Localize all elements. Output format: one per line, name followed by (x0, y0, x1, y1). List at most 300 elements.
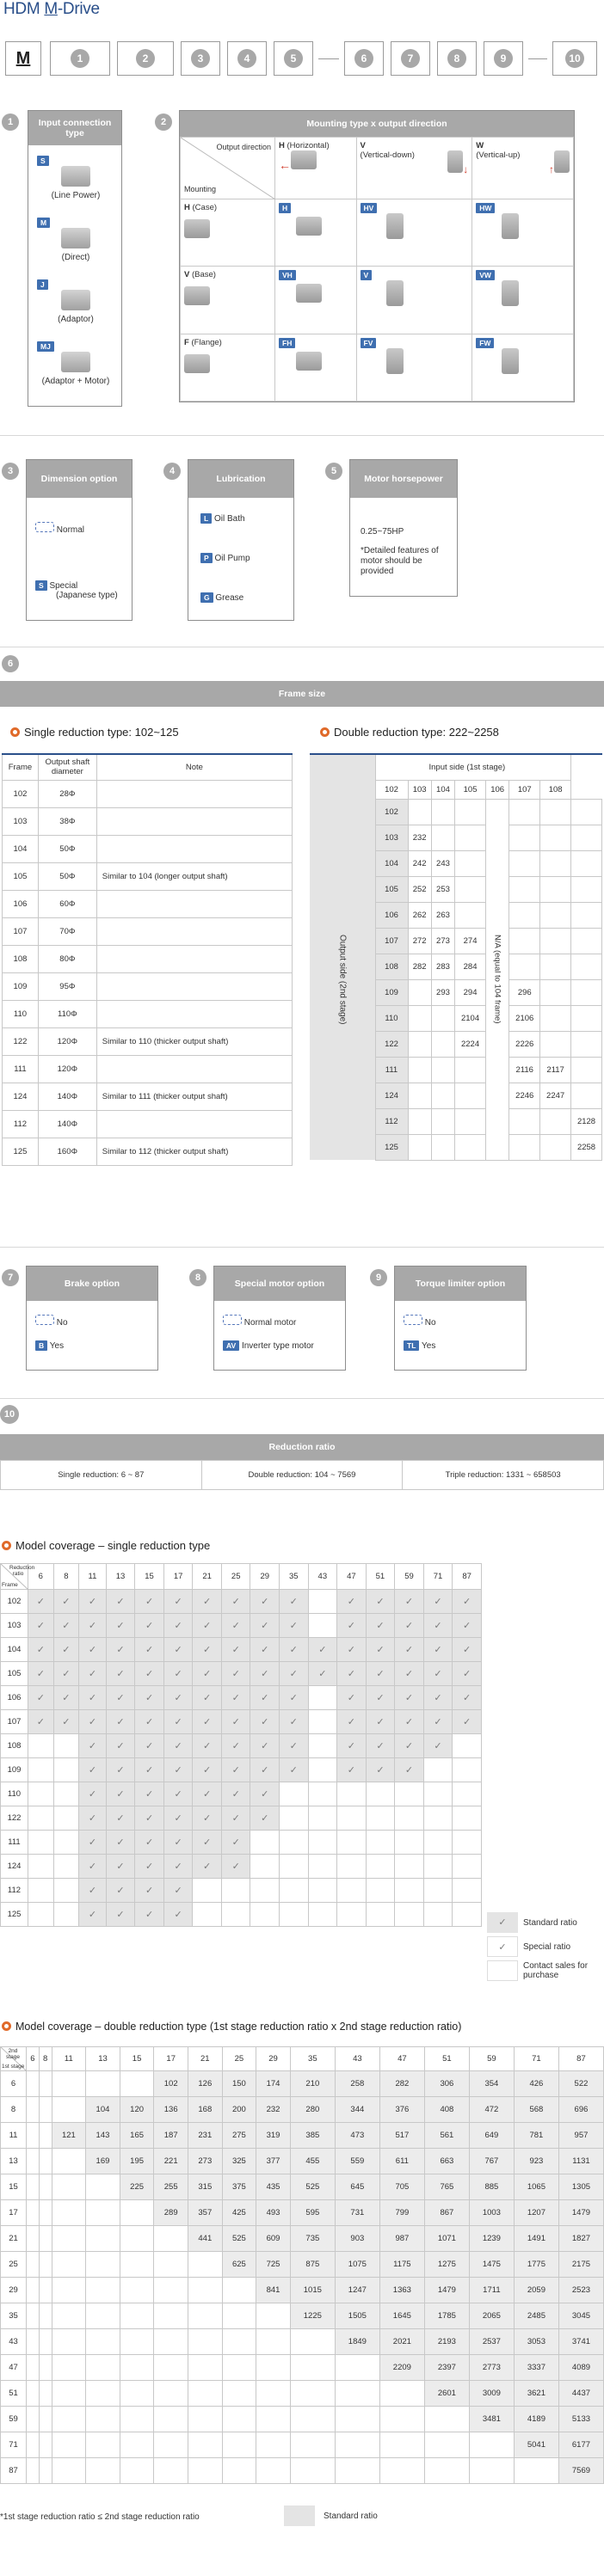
double-table-row: 110 2104 2106 (310, 1005, 602, 1031)
check-icon: ✓ (62, 1693, 71, 1703)
motor-hp-box: Motor horsepower 0.25~75HP *Detailed features of motor should be provided (349, 459, 458, 597)
double-col-header: 105 (455, 780, 486, 799)
model-code-strip (5, 41, 599, 77)
single-table-row: 104 50Φ (3, 835, 293, 862)
check-icon: ✓ (88, 1789, 97, 1800)
single-table-row: 124 140Φ Similar to 111 (thicker output shaft) (3, 1083, 293, 1110)
vertical-up-gear-icon (554, 150, 570, 173)
footnote-legend: Standard ratio (284, 2505, 378, 2526)
case-mount-icon (184, 219, 210, 238)
double-table-row: 125 2258 (310, 1134, 602, 1160)
check-icon: ✓ (376, 1765, 385, 1776)
cov1-col-header: 59 (395, 1564, 424, 1590)
check-icon: ✓ (463, 1597, 471, 1607)
double-col-header: 106 (486, 780, 509, 799)
check-icon: ✓ (174, 1861, 182, 1872)
section-2-badge: 2 (155, 113, 172, 131)
special-check-icon: ✓ (498, 1942, 507, 1953)
cov2-col-header: 29 (256, 2047, 291, 2071)
check-icon: ✓ (434, 1741, 442, 1751)
cov2-col-header: 13 (86, 2047, 120, 2071)
check-icon: ✓ (36, 1621, 45, 1631)
check-icon: ✓ (145, 1597, 154, 1607)
check-icon: ✓ (463, 1693, 471, 1703)
check-icon: ✓ (203, 1837, 212, 1848)
check-icon: ✓ (231, 1597, 240, 1607)
single-table-row: 102 28Φ (3, 780, 293, 807)
check-icon: ✓ (145, 1837, 154, 1848)
cov2-row: 71 5041 6177 (1, 2432, 604, 2458)
coverage-double-title: Model coverage – double reduction type (1st stage reduction ratio x 2nd stage reduction ratio) (2, 2021, 461, 2033)
cov2-row: 25 625 725 875 1075 1175 1275 1475 1775 2175 (1, 2252, 604, 2278)
direct-gear-icon (61, 228, 90, 248)
double-col-header: 108 (540, 780, 571, 799)
double-table-row: 107 272 273 274 (310, 928, 602, 954)
double-table-row: 108 282 283 284 (310, 954, 602, 979)
check-icon: ✓ (231, 1693, 240, 1703)
cov2-col-header: 47 (379, 2047, 424, 2071)
check-icon: ✓ (376, 1597, 385, 1607)
check-icon: ✓ (88, 1645, 97, 1655)
check-icon: ✓ (145, 1789, 154, 1800)
cov1-row: 122 ✓ ✓ ✓ ✓ ✓ ✓ ✓ (1, 1806, 482, 1831)
check-icon: ✓ (116, 1886, 125, 1896)
check-icon: ✓ (261, 1765, 269, 1776)
single-reduction-title: Single reduction type: 102~125 (10, 726, 179, 739)
check-icon: ✓ (145, 1861, 154, 1872)
check-icon: ✓ (174, 1669, 182, 1679)
cov2-row: 29 841 1015 1247 1363 1479 1711 2059 2523 (1, 2278, 604, 2303)
check-icon: ✓ (376, 1693, 385, 1703)
single-table-row: 122 120Φ Similar to 110 (thicker output shaft) (3, 1027, 293, 1055)
code-box-9: 9 (484, 41, 523, 76)
check-icon: ✓ (116, 1789, 125, 1800)
check-icon: ✓ (203, 1717, 212, 1727)
section-8-badge: 8 (189, 1269, 206, 1286)
double-table-row: 106 262 263 (310, 902, 602, 928)
check-icon: ✓ (404, 1645, 414, 1655)
coverage-double-table: 2nd stage 1st stage 6 8 11 13 15 17 21 25 29 35 43 47 51 59 71 87 6 102 126 150 174 210 258 282 306 354 426 522 8 104 120 136 168 200 232 280 344 376 408 472 568 696 11 121 143 165 187 231 275 319 385 473 517 561 649 781 957 13 169 195 221 273 325 377 455 559 611 663 767 923 1131 15 225 255 315 375 435 525 645 705 765 885 1065 1305 17 289 357 425 493 595 731 799 867 1003 1207 1479 21 441 525 609 735 903 987 1071 1239 1491 1827 25 625 725 875 1075 1175 1275 1475 1775 2175 29 841 1015 1247 1363 1479 1711 2059 2523 35 1225 1505 1645 1785 2065 2485 3045 43 1849 2021 2193 2537 3053 3741 47 2209 2397 2773 3337 4089 51 2601 3009 3621 4437 59 3481 4189 5133 71 5041 6177 87 7569 (0, 2046, 604, 2484)
check-icon: ✓ (203, 1645, 212, 1655)
cov1-col-header: 87 (453, 1564, 482, 1590)
cov1-col-header: 6 (28, 1564, 54, 1590)
check-icon: ✓ (116, 1813, 125, 1824)
double-output-label: Output side (2nd stage) (337, 934, 348, 1025)
cov2-row: 35 1225 1505 1645 1785 2065 2485 3045 (1, 2303, 604, 2329)
check-icon: ✓ (88, 1765, 97, 1776)
code-box-1: 1 (50, 41, 110, 76)
check-icon: ✓ (116, 1621, 125, 1631)
check-icon: ✓ (404, 1621, 414, 1631)
check-icon: ✓ (116, 1765, 125, 1776)
check-icon: ✓ (62, 1621, 71, 1631)
cov1-row: 102 ✓ ✓ ✓ ✓ ✓ ✓ ✓ ✓ ✓ ✓ ✓ ✓ ✓ ✓ ✓ (1, 1590, 482, 1614)
section-3-badge: 3 (2, 463, 19, 480)
line-power-gear-icon (61, 166, 90, 187)
cov2-col-header: 15 (120, 2047, 154, 2071)
page-title: HDM M-Drive (3, 0, 100, 18)
check-icon: ✓ (88, 1669, 97, 1679)
check-icon: ✓ (231, 1669, 240, 1679)
coverage-legend: ✓ Standard ratio ✓ Special ratio Contact sales for purchase (487, 1911, 604, 1983)
reduction-ratio-head: Reduction ratio (0, 1434, 604, 1460)
cov1-row: 105 ✓ ✓ ✓ ✓ ✓ ✓ ✓ ✓ ✓ ✓ ✓ ✓ ✓ ✓ ✓ ✓ (1, 1662, 482, 1686)
section-9-badge: 9 (370, 1269, 387, 1286)
cov1-row: 108 ✓ ✓ ✓ ✓ ✓ ✓ ✓ ✓ ✓ ✓ ✓ ✓ (1, 1734, 482, 1758)
check-icon: ✓ (88, 1741, 97, 1751)
cov2-row: 21 441 525 609 735 903 987 1071 1239 1491 1827 (1, 2226, 604, 2252)
check-icon: ✓ (116, 1741, 125, 1751)
cov1-row: 107 ✓ ✓ ✓ ✓ ✓ ✓ ✓ ✓ ✓ ✓ ✓ ✓ ✓ ✓ ✓ (1, 1710, 482, 1734)
check-icon: ✓ (145, 1645, 154, 1655)
check-icon: ✓ (174, 1693, 182, 1703)
check-icon: ✓ (231, 1621, 240, 1631)
check-icon: ✓ (36, 1717, 45, 1727)
cov1-col-header: 51 (366, 1564, 395, 1590)
cov1-row: 109 ✓ ✓ ✓ ✓ ✓ ✓ ✓ ✓ ✓ ✓ ✓ (1, 1758, 482, 1782)
check-icon: ✓ (203, 1693, 212, 1703)
check-icon: ✓ (88, 1886, 97, 1896)
check-icon: ✓ (376, 1621, 385, 1631)
cov2-col-header: 25 (222, 2047, 256, 2071)
check-icon: ✓ (36, 1693, 45, 1703)
check-icon: ✓ (145, 1717, 154, 1727)
check-icon: ✓ (347, 1765, 355, 1776)
cov1-col-header: 35 (280, 1564, 309, 1590)
check-icon: ✓ (261, 1741, 269, 1751)
section-4-badge: 4 (163, 463, 181, 480)
check-icon: ✓ (203, 1669, 212, 1679)
code-box-m: M (5, 41, 41, 76)
double-col-header: 102 (375, 780, 408, 799)
mounting-head: Mounting type x output direction (180, 111, 574, 137)
check-icon: ✓ (174, 1837, 182, 1848)
section-5-badge: 5 (325, 463, 342, 480)
check-icon: ✓ (231, 1861, 240, 1872)
special-motor-box: Special motor option Normal motor AV Inverter type motor (213, 1266, 346, 1371)
cov1-col-header: 17 (163, 1564, 193, 1590)
code-box-10: 10 (552, 41, 597, 76)
check-icon: ✓ (261, 1717, 269, 1727)
cov1-col-header: 11 (79, 1564, 107, 1590)
check-icon: ✓ (231, 1741, 240, 1751)
check-icon: ✓ (404, 1597, 414, 1607)
frame-size-head: Frame size (0, 681, 604, 707)
check-icon: ✓ (347, 1741, 355, 1751)
check-icon: ✓ (347, 1693, 355, 1703)
double-table-row: 105 252 253 (310, 876, 602, 902)
cov2-col-header: 43 (335, 2047, 379, 2071)
check-icon: ✓ (88, 1837, 97, 1848)
cov2-row: 11 121 143 165 187 231 275 319 385 473 517 561 649 781 957 (1, 2123, 604, 2149)
check-icon: ✓ (261, 1597, 269, 1607)
check-icon: ✓ (62, 1597, 71, 1607)
check-icon: ✓ (203, 1861, 212, 1872)
single-table-row: 108 80Φ (3, 945, 293, 972)
check-icon: ✓ (62, 1645, 71, 1655)
cov2-row: 8 104 120 136 168 200 232 280 344 376 408 472 568 696 (1, 2097, 604, 2123)
check-icon: ✓ (174, 1813, 182, 1824)
check-icon: ✓ (88, 1717, 97, 1727)
check-icon: ✓ (203, 1765, 212, 1776)
check-icon: ✓ (145, 1886, 154, 1896)
cov2-row: 51 2601 3009 3621 4437 (1, 2381, 604, 2407)
standard-check-icon: ✓ (498, 1917, 507, 1928)
cov2-row: 87 7569 (1, 2458, 604, 2484)
check-icon: ✓ (289, 1765, 298, 1776)
double-col-header: 103 (408, 780, 431, 799)
check-icon: ✓ (404, 1765, 414, 1776)
check-icon: ✓ (231, 1717, 240, 1727)
check-icon: ✓ (203, 1789, 212, 1800)
cov2-row: 59 3481 4189 5133 (1, 2407, 604, 2432)
check-icon: ✓ (145, 1741, 154, 1751)
cov1-row: 104 ✓ ✓ ✓ ✓ ✓ ✓ ✓ ✓ ✓ ✓ ✓ ✓ ✓ ✓ ✓ ✓ (1, 1638, 482, 1662)
input-connection-box: Input connection type S (Line Power) M (Direct) J (Adaptor) MJ (Adaptor + Motor) (28, 110, 122, 407)
double-reduction-title: Double reduction type: 222~2258 (320, 726, 499, 739)
check-icon: ✓ (203, 1621, 212, 1631)
check-icon: ✓ (174, 1789, 182, 1800)
check-icon: ✓ (174, 1910, 182, 1920)
check-icon: ✓ (347, 1669, 355, 1679)
check-icon: ✓ (376, 1741, 385, 1751)
check-icon: ✓ (347, 1621, 355, 1631)
cov1-row: 106 ✓ ✓ ✓ ✓ ✓ ✓ ✓ ✓ ✓ ✓ ✓ ✓ ✓ ✓ ✓ (1, 1686, 482, 1710)
cov1-col-header: 13 (106, 1564, 135, 1590)
cov2-row: 15 225 255 315 375 435 525 645 705 765 885 1065 1305 (1, 2174, 604, 2200)
section-1-badge: 1 (2, 113, 19, 131)
check-icon: ✓ (261, 1813, 269, 1824)
check-icon: ✓ (261, 1693, 269, 1703)
horizontal-arrow-icon: ← (279, 158, 291, 172)
check-icon: ✓ (145, 1693, 154, 1703)
code-box-5: 5 (274, 41, 313, 76)
code-box-7: 7 (391, 41, 430, 76)
cov1-col-header: 43 (308, 1564, 337, 1590)
cov2-col-header: 17 (154, 2047, 188, 2071)
double-table-row: 103 232 (310, 825, 602, 850)
check-icon: ✓ (434, 1669, 442, 1679)
section-7-badge: 7 (2, 1269, 19, 1286)
check-icon: ✓ (62, 1669, 71, 1679)
cov2-col-header: 59 (469, 2047, 514, 2071)
cov2-col-header: 87 (558, 2047, 603, 2071)
check-icon: ✓ (289, 1621, 298, 1631)
single-table-row: 111 120Φ (3, 1055, 293, 1083)
single-table-row: 107 70Φ (3, 917, 293, 945)
check-icon: ✓ (116, 1597, 125, 1607)
check-icon: ✓ (203, 1741, 212, 1751)
cov1-row: 125 ✓ ✓ ✓ ✓ (1, 1903, 482, 1927)
check-icon: ✓ (36, 1669, 45, 1679)
check-icon: ✓ (116, 1837, 125, 1848)
cov1-row: 111 ✓ ✓ ✓ ✓ ✓ ✓ (1, 1831, 482, 1855)
check-icon: ✓ (116, 1669, 125, 1679)
check-icon: ✓ (145, 1813, 154, 1824)
double-table-row: 112 2128 (310, 1108, 602, 1134)
vertical-down-gear-icon (447, 150, 463, 173)
check-icon: ✓ (231, 1789, 240, 1800)
check-icon: ✓ (231, 1645, 240, 1655)
double-col-header: 104 (431, 780, 454, 799)
check-icon: ✓ (261, 1645, 269, 1655)
code-box-4: 4 (227, 41, 267, 76)
cov1-row: 112 ✓ ✓ ✓ ✓ (1, 1879, 482, 1903)
check-icon: ✓ (231, 1765, 240, 1776)
double-col-header: 107 (509, 780, 540, 799)
double-table-row: Output side (2nd stage) 102 N/A (equal to 104 frame) (310, 799, 602, 825)
single-table-row: 125 160Φ Similar to 112 (thicker output shaft) (3, 1138, 293, 1165)
code-box-2: 2 (117, 41, 174, 76)
check-icon: ✓ (261, 1789, 269, 1800)
brake-option-box: Brake option No B Yes (26, 1266, 158, 1371)
single-table-row: 110 110Φ (3, 1000, 293, 1027)
check-icon: ✓ (434, 1621, 442, 1631)
single-frame-table (2, 753, 293, 1166)
lubrication-box: Lubrication L Oil Bath P Oil Pump G Grease (188, 459, 294, 621)
cov1-col-header: 71 (423, 1564, 453, 1590)
check-icon: ✓ (174, 1886, 182, 1896)
check-icon: ✓ (376, 1669, 385, 1679)
cov2-col-header: 71 (514, 2047, 558, 2071)
check-icon: ✓ (174, 1741, 182, 1751)
check-icon: ✓ (145, 1765, 154, 1776)
double-table-row: 122 2224 2226 (310, 1031, 602, 1057)
check-icon: ✓ (174, 1717, 182, 1727)
check-icon: ✓ (434, 1717, 442, 1727)
check-icon: ✓ (145, 1910, 154, 1920)
adaptor-gear-icon (61, 290, 90, 310)
check-icon: ✓ (174, 1645, 182, 1655)
check-icon: ✓ (376, 1645, 385, 1655)
coverage-single-table: Reduction ratio Frame 6 8 11 13 15 17 21 25 29 35 43 47 51 59 71 87 102 ✓ ✓ ✓ ✓ ✓ ✓ ✓ ✓ ✓ ✓ ✓ ✓ ✓ ✓ ✓ 103 ✓ ✓ ✓ ✓ ✓ ✓ ✓ ✓ ✓ ✓ ✓ ✓ ✓ ✓ ✓ 104 ✓ ✓ ✓ ✓ ✓ ✓ ✓ ✓ ✓ ✓ ✓ ✓ ✓ ✓ ✓ ✓ 105 ✓ ✓ ✓ ✓ ✓ ✓ ✓ ✓ ✓ ✓ ✓ ✓ ✓ ✓ ✓ ✓ 106 ✓ ✓ ✓ ✓ ✓ ✓ ✓ ✓ ✓ ✓ ✓ ✓ ✓ ✓ ✓ 107 ✓ ✓ ✓ ✓ ✓ ✓ ✓ ✓ ✓ ✓ ✓ ✓ ✓ ✓ ✓ 108 ✓ ✓ ✓ ✓ ✓ ✓ ✓ ✓ ✓ ✓ ✓ ✓ 109 ✓ ✓ ✓ ✓ ✓ ✓ ✓ ✓ ✓ ✓ ✓ 110 ✓ ✓ ✓ ✓ ✓ ✓ ✓ 122 ✓ ✓ ✓ ✓ ✓ ✓ ✓ 111 ✓ ✓ ✓ ✓ ✓ ✓ 124 ✓ ✓ ✓ ✓ ✓ ✓ 112 ✓ ✓ ✓ ✓ 125 ✓ ✓ ✓ ✓ (0, 1563, 482, 1927)
check-icon: ✓ (404, 1669, 414, 1679)
input-connection-head: Input connection type (28, 111, 121, 145)
check-icon: ✓ (463, 1717, 471, 1727)
check-icon: ✓ (318, 1669, 327, 1679)
cov1-row: 124 ✓ ✓ ✓ ✓ ✓ ✓ (1, 1855, 482, 1879)
horizontal-gear-icon (291, 150, 317, 169)
double-na-label: N/A (equal to 104 frame) (492, 935, 502, 1024)
check-icon: ✓ (261, 1621, 269, 1631)
check-icon: ✓ (62, 1717, 71, 1727)
check-icon: ✓ (116, 1693, 125, 1703)
double-table-row: 111 2116 2117 (310, 1057, 602, 1083)
check-icon: ✓ (404, 1693, 414, 1703)
check-icon: ✓ (231, 1837, 240, 1848)
check-icon: ✓ (88, 1621, 97, 1631)
double-table-row: 104 242 243 (310, 850, 602, 876)
cov1-col-header: 15 (135, 1564, 164, 1590)
double-table-row: 109 293 294 296 (310, 979, 602, 1005)
check-icon: ✓ (376, 1717, 385, 1727)
check-icon: ✓ (347, 1717, 355, 1727)
check-icon: ✓ (289, 1597, 298, 1607)
check-icon: ✓ (289, 1693, 298, 1703)
check-icon: ✓ (116, 1717, 125, 1727)
flange-mount-icon (184, 354, 210, 373)
single-table-row: 109 95Φ (3, 972, 293, 1000)
cov2-row: 6 102 126 150 174 210 258 282 306 354 426 522 (1, 2071, 604, 2097)
check-icon: ✓ (434, 1597, 442, 1607)
check-icon: ✓ (347, 1645, 355, 1655)
check-icon: ✓ (404, 1717, 414, 1727)
check-icon: ✓ (88, 1910, 97, 1920)
check-icon: ✓ (289, 1645, 298, 1655)
mounting-box (179, 110, 575, 402)
cov2-col-header: 6 (27, 2047, 40, 2071)
check-icon: ✓ (203, 1813, 212, 1824)
cov2-col-header: 21 (188, 2047, 223, 2071)
check-icon: ✓ (231, 1813, 240, 1824)
check-icon: ✓ (463, 1621, 471, 1631)
check-icon: ✓ (36, 1645, 45, 1655)
single-col-header: Frame (3, 754, 39, 780)
check-icon: ✓ (318, 1645, 327, 1655)
double-frame-table: Input side (1st stage) 102 103 104 105 106 107 108 Output side (2nd stage) 102 N/A (equal to 104 frame) 103 232 104 242 243 105 252 253 106 262 263 107 272 273 274 108 282 283 284 109 293 294 296 110 2104 2106 122 2224 2226 111 2116 2117 124 2246 2247 112 2128 125 2258 (310, 753, 602, 1161)
single-table-row: 106 60Φ (3, 890, 293, 917)
check-icon: ✓ (174, 1597, 182, 1607)
cov2-col-header: 11 (52, 2047, 86, 2071)
cov1-col-header: 21 (193, 1564, 222, 1590)
cov1-col-header: 47 (337, 1564, 367, 1590)
check-icon: ✓ (289, 1717, 298, 1727)
check-icon: ✓ (116, 1910, 125, 1920)
cov2-col-header: 8 (39, 2047, 52, 2071)
cov2-col-header: 51 (424, 2047, 469, 2071)
check-icon: ✓ (116, 1861, 125, 1872)
check-icon: ✓ (261, 1669, 269, 1679)
base-mount-icon (184, 286, 210, 305)
check-icon: ✓ (289, 1741, 298, 1751)
check-icon: ✓ (88, 1597, 97, 1607)
check-icon: ✓ (88, 1693, 97, 1703)
check-icon: ✓ (145, 1669, 154, 1679)
cov2-row: 13 169 195 221 273 325 377 455 559 611 663 767 923 1131 (1, 2149, 604, 2174)
tag-s: S (37, 156, 49, 166)
cov1-row: 110 ✓ ✓ ✓ ✓ ✓ ✓ ✓ (1, 1782, 482, 1806)
section-10-badge: 10 (0, 1405, 19, 1424)
check-icon: ✓ (463, 1645, 471, 1655)
check-icon: ✓ (289, 1669, 298, 1679)
dashed-placeholder-icon (35, 522, 54, 532)
reduction-range-table: Single reduction: 6 ~ 87 Double reduction: 104 ~ 7569 Triple reduction: 1331 ~ 658503 (0, 1460, 604, 1490)
check-icon: ✓ (404, 1741, 414, 1751)
dimension-option-box: Dimension option Normal S Special (Japanese type) (26, 459, 133, 621)
check-icon: ✓ (36, 1597, 45, 1607)
check-icon: ✓ (174, 1765, 182, 1776)
single-table-row: 103 38Φ (3, 807, 293, 835)
cov2-row: 17 289 357 425 493 595 731 799 867 1003 1207 1479 (1, 2200, 604, 2226)
single-col-header: Note (96, 754, 292, 780)
cov1-col-header: 29 (250, 1564, 280, 1590)
coverage-single-title: Model coverage – single reduction type (2, 1539, 210, 1552)
cov2-row: 47 2209 2397 2773 3337 4089 (1, 2355, 604, 2381)
double-table-row: 124 2246 2247 (310, 1083, 602, 1108)
single-col-header: Output shaft diameter (38, 754, 96, 780)
check-icon: ✓ (145, 1621, 154, 1631)
cov2-col-header: 35 (290, 2047, 335, 2071)
check-icon: ✓ (203, 1597, 212, 1607)
check-icon: ✓ (88, 1813, 97, 1824)
check-icon: ✓ (434, 1645, 442, 1655)
adaptor-motor-gear-icon (61, 352, 90, 372)
cov2-row: 43 1849 2021 2193 2537 3053 3741 (1, 2329, 604, 2355)
check-icon: ✓ (463, 1669, 471, 1679)
cov1-col-header: 25 (221, 1564, 250, 1590)
code-box-8: 8 (437, 41, 477, 76)
section-6-badge: 6 (2, 655, 19, 672)
